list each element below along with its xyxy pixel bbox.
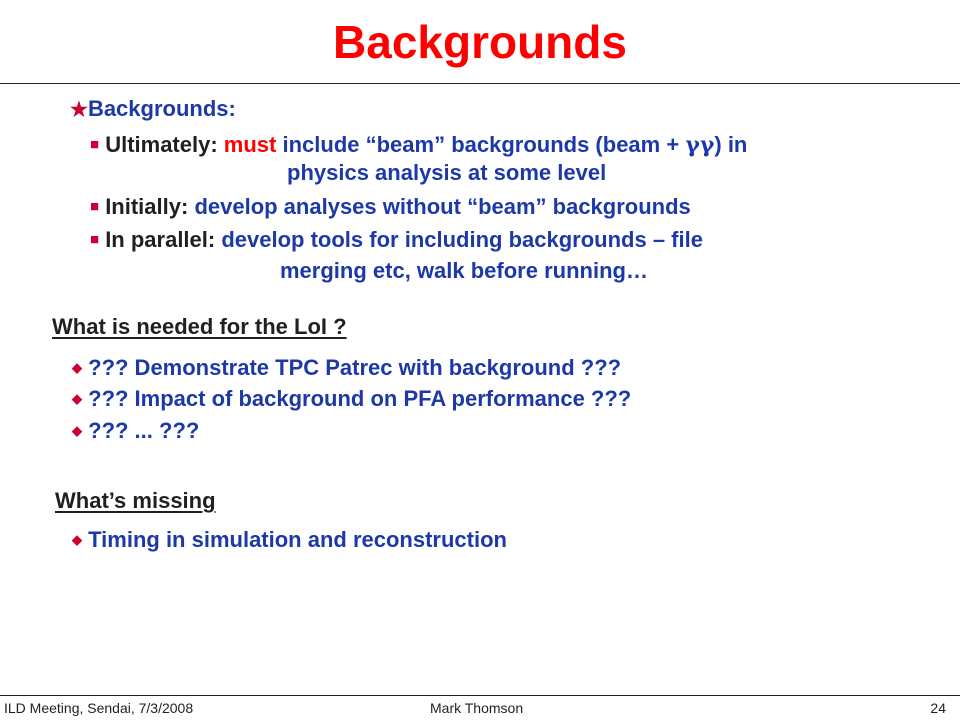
diamond-bullet-icon: ◆ bbox=[72, 532, 82, 547]
footer-event: ILD Meeting, Sendai, 7/3/2008 bbox=[4, 700, 194, 716]
square-bullet-icon: ■ bbox=[90, 136, 100, 153]
bullet-initially: ■ Initially: develop analyses without “beam” backgrounds bbox=[90, 194, 691, 219]
diamond-bullet-icon: ◆ bbox=[72, 423, 82, 438]
bullet-ultimately-continued: physics analysis at some level bbox=[287, 160, 607, 185]
square-bullet-icon: ■ bbox=[90, 231, 100, 248]
list-item: ◆ ??? Impact of background on PFA performance ??? bbox=[72, 386, 632, 411]
list-item: ◆ ??? Demonstrate TPC Patrec with background ??? bbox=[72, 355, 622, 380]
top-divider bbox=[0, 83, 960, 84]
bullet-in-parallel-continued: merging etc, walk before running… bbox=[280, 258, 648, 283]
loi-heading: What is needed for the LoI ? bbox=[52, 314, 347, 339]
bullet-in-parallel: ■ In parallel: develop tools for including backgrounds – file bbox=[90, 227, 703, 252]
bullet-ultimately: ■ Ultimately: must include “beam” backgrounds (beam + γγ) in bbox=[90, 132, 748, 158]
list-item: ◆ ??? ... ??? bbox=[72, 418, 200, 443]
backgrounds-heading: ★Backgrounds: bbox=[70, 96, 236, 121]
diamond-bullet-icon: ◆ bbox=[72, 391, 82, 406]
list-item: ◆ Timing in simulation and reconstruction bbox=[72, 527, 507, 552]
slide-title: Backgrounds bbox=[333, 16, 627, 68]
page-number: 24 bbox=[930, 700, 946, 716]
missing-heading: What’s missing bbox=[55, 488, 216, 513]
square-bullet-icon: ■ bbox=[90, 198, 100, 215]
star-bullet-icon: ★ bbox=[70, 99, 88, 121]
diamond-bullet-icon: ◆ bbox=[72, 360, 82, 375]
footer-divider bbox=[0, 695, 960, 696]
footer-author: Mark Thomson bbox=[430, 700, 524, 716]
